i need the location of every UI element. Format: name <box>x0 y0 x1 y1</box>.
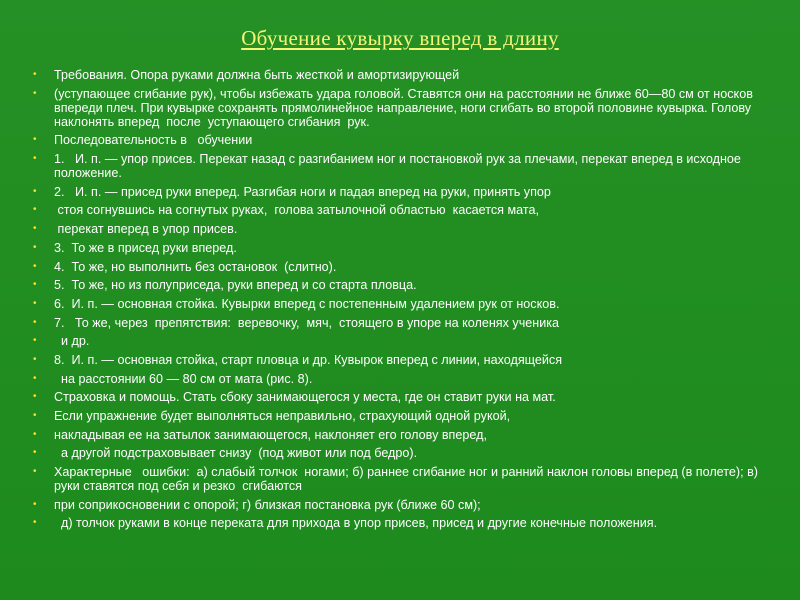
bullet-paragraph <box>33 278 763 292</box>
bullet-paragraph <box>33 87 763 129</box>
bullet-paragraph <box>33 297 763 311</box>
paragraph-text: и др. <box>54 334 90 349</box>
bullet-paragraph <box>33 152 763 180</box>
bullet-paragraph <box>33 316 763 330</box>
bullet-icon: • <box>33 466 37 478</box>
bullet-paragraph <box>33 334 763 348</box>
bullet-paragraph <box>33 498 763 512</box>
bullet-icon: • <box>33 410 37 421</box>
paragraph-text: а другой подстраховывает снизу (под живот или под бедро). <box>54 446 418 461</box>
paragraph-text: 2. И. п. — присед руки вперед. Разгибая ноги и падая вперед на руки, принять упор <box>54 184 551 199</box>
paragraph-text: Последовательность в обучении <box>54 133 253 148</box>
bullet-icon: • <box>33 428 37 440</box>
bullet-paragraph <box>33 465 763 493</box>
bullet-paragraph <box>33 390 763 404</box>
bullet-paragraph <box>33 68 763 82</box>
paragraph-text: Страховка и помощь. Стать сбоку занимающегося у места, где он ставит руки на мат. <box>54 390 556 405</box>
bullet-icon: • <box>33 391 37 403</box>
bullet-paragraph <box>33 372 763 386</box>
slide-content <box>33 68 763 535</box>
bullet-icon: • <box>33 134 37 146</box>
bullet-icon: • <box>33 241 37 253</box>
bullet-paragraph <box>33 409 763 423</box>
bullet-icon: • <box>33 153 37 165</box>
bullet-paragraph <box>33 133 763 147</box>
bullet-icon: • <box>33 279 37 291</box>
bullet-icon: • <box>33 517 37 529</box>
bullet-icon: • <box>33 353 37 365</box>
bullet-icon: • <box>33 372 37 384</box>
paragraph-text: Требования. Опора руками должна быть жесткой и амортизирующей <box>54 68 460 82</box>
paragraph-text: стоя согнувшись на согнутых руках, голова затылочной областью касается мата, <box>54 203 540 218</box>
paragraph-text: на расстоянии 60 — 80 см от мата (рис. 8). <box>54 371 313 386</box>
paragraph-text: 8. И. п. — основная стойка, старт пловца и др. Кувырок вперед с линии, находящейся <box>54 352 563 367</box>
bullet-paragraph <box>33 446 763 460</box>
bullet-paragraph <box>33 260 763 274</box>
bullet-icon: • <box>33 498 37 510</box>
bullet-icon: • <box>33 260 37 272</box>
paragraph-text: 3. То же в присед руки вперед. <box>54 240 237 255</box>
paragraph-text: Если упражнение будет выполняться неправильно, страхующий одной рукой, <box>54 409 511 423</box>
bullet-paragraph <box>33 203 763 217</box>
paragraph-text: д) толчок руками в конце переката для прихода в упор присев, присед и другие конечные положения. <box>54 516 658 531</box>
bullet-icon: • <box>33 69 37 80</box>
bullet-icon: • <box>33 335 37 347</box>
paragraph-text: перекат вперед в упор присев. <box>54 222 238 237</box>
paragraph-text: 4. То же, но выполнить без остановок (слитно). <box>54 259 337 274</box>
paragraph-text: Характерные ошибки: а) слабый толчок ногами; б) раннее сгибание ног и ранний наклон головы вперед (в полете); в) руки ставятся под себя и резко сгибаются <box>54 465 765 494</box>
bullet-icon: • <box>33 223 37 235</box>
bullet-icon: • <box>33 297 37 309</box>
slide-title: Обучение кувырку вперед в длину <box>241 26 559 50</box>
paragraph-text: (уступающее сгибание рук), чтобы избежать удара головой. Ставятся они на расстоянии не ближе 60—80 см от носков впереди плеч. При кувырке сохранять прямолинейное направление, ноги сгибать во второй половине кувырка. Голову наклонять вперед после уступающего сгибания рук. <box>54 86 757 129</box>
bullet-paragraph <box>33 353 763 367</box>
paragraph-text: 7. То же, через препятствия: веревочку, мяч, стоящего в упоре на коленях ученика <box>54 315 560 330</box>
bullet-icon: • <box>33 316 37 328</box>
bullet-icon: • <box>33 185 37 197</box>
bullet-paragraph <box>33 516 763 530</box>
paragraph-text: накладывая ее на затылок занимающегося, наклоняет его голову вперед, <box>54 427 487 442</box>
paragraph-text: 1. И. п. — упор присев. Перекат назад с разгибанием ног и постановкой рук за плечами, перекат вперед в исходное положение. <box>54 152 745 181</box>
bullet-paragraph <box>33 241 763 255</box>
bullet-paragraph <box>33 428 763 442</box>
paragraph-text: 5. То же, но из полуприседа, руки вперед и со старта пловца. <box>54 278 417 293</box>
paragraph-text: при соприкосновении с опорой; г) близкая постановка рук (ближе 60 см); <box>54 497 481 512</box>
bullet-icon: • <box>33 87 37 99</box>
bullet-paragraph <box>33 185 763 199</box>
bullet-icon: • <box>33 447 37 459</box>
bullet-paragraph <box>33 222 763 236</box>
paragraph-text: 6. И. п. — основная стойка. Кувырки вперед с постепенным удалением рук от носков. <box>54 296 560 311</box>
bullet-icon: • <box>33 204 37 216</box>
